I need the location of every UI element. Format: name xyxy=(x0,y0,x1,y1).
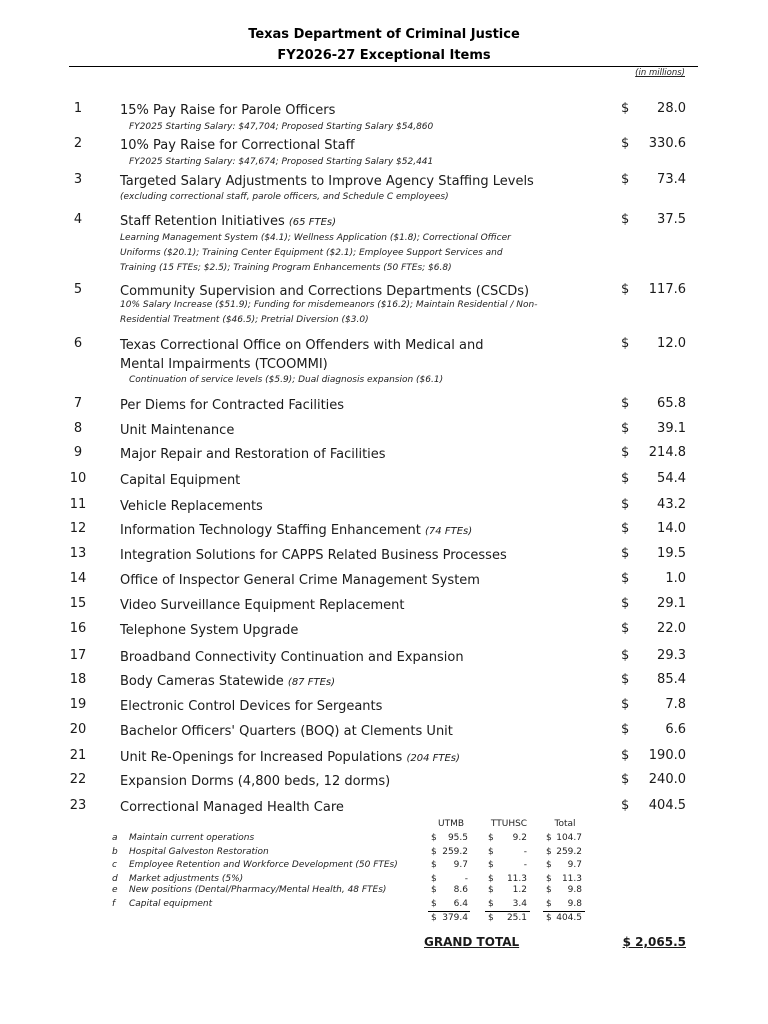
breakdown-value-total: 104.7 xyxy=(556,833,582,843)
item-number: 21 xyxy=(69,748,87,763)
breakdown-value-ttuhsc: 1.2 xyxy=(512,885,527,895)
item-detail: FY2025 Starting Salary: $47,674; Proposed Starting Salary $52,441 xyxy=(129,157,434,167)
breakdown-value-utmb: 95.5 xyxy=(447,833,468,843)
breakdown-description: New positions (Dental/Pharmacy/Mental Health, 48 FTEs) xyxy=(129,885,387,895)
item-currency: $ xyxy=(621,172,630,187)
item-number: 9 xyxy=(73,445,83,460)
breakdown-letter: a xyxy=(112,833,118,843)
item-amount: 214.8 xyxy=(648,445,686,460)
item-label-text: Bachelor Officers' Quarters (BOQ) at Clements Unit xyxy=(120,724,453,739)
breakdown-value-utmb: 259.2 xyxy=(442,847,468,857)
item-currency: $ xyxy=(621,546,630,561)
item-label-text: Office of Inspector General Crime Management System xyxy=(120,573,480,588)
item-label-text: Expansion Dorms (4,800 beds, 12 dorms) xyxy=(120,774,391,789)
item-detail: FY2025 Starting Salary: $47,704; Proposed Starting Salary $54,860 xyxy=(129,122,434,132)
breakdown-currency: $ xyxy=(488,899,494,909)
item-amount: 85.4 xyxy=(657,672,686,687)
breakdown-letter: d xyxy=(112,874,118,884)
breakdown-currency: $ xyxy=(488,833,494,843)
item-label xyxy=(120,336,530,374)
item-currency: $ xyxy=(621,336,630,351)
item-number: 16 xyxy=(69,621,87,636)
item-fte-note: (87 FTEs) xyxy=(287,677,336,688)
item-number: 22 xyxy=(69,772,87,787)
breakdown-currency: $ xyxy=(546,913,552,923)
breakdown-letter: b xyxy=(112,847,118,857)
breakdown-description: Employee Retention and Workforce Development (50 FTEs) xyxy=(129,860,398,870)
item-label xyxy=(120,445,540,464)
breakdown-value-utmb: - xyxy=(464,874,468,884)
item-currency: $ xyxy=(621,621,630,636)
breakdown-total-rule xyxy=(428,911,470,912)
item-number: 1 xyxy=(73,101,83,116)
breakdown-letter: f xyxy=(112,899,116,909)
breakdown-currency: $ xyxy=(431,913,437,923)
item-currency: $ xyxy=(621,471,630,486)
document-subtitle: FY2026-27 Exceptional Items xyxy=(277,48,491,63)
item-label-text: Community Supervision and Corrections Departments (CSCDs) xyxy=(120,284,530,299)
breakdown-currency: $ xyxy=(546,874,552,884)
breakdown-value-utmb: 6.4 xyxy=(453,899,468,909)
item-currency: $ xyxy=(621,596,630,611)
breakdown-currency: $ xyxy=(431,885,437,895)
item-label-text: 15% Pay Raise for Parole Officers xyxy=(120,103,336,118)
item-amount: 39.1 xyxy=(657,421,686,436)
item-detail: Continuation of service levels ($5.9); Dual diagnosis expansion ($6.1) xyxy=(129,375,444,385)
breakdown-value-utmb: 9.7 xyxy=(453,860,468,870)
item-label xyxy=(120,697,540,716)
item-number: 14 xyxy=(69,571,87,586)
breakdown-row xyxy=(0,885,768,899)
breakdown-value-ttuhsc: 11.3 xyxy=(506,874,527,884)
breakdown-value-ttuhsc: 3.4 xyxy=(512,899,527,909)
document-title: Texas Department of Criminal Justice xyxy=(248,27,520,42)
item-label xyxy=(120,648,540,667)
item-label-text: Capital Equipment xyxy=(120,473,241,488)
item-amount: 240.0 xyxy=(648,772,686,787)
item-amount: 7.8 xyxy=(665,697,686,712)
item-currency: $ xyxy=(621,697,630,712)
item-currency: $ xyxy=(621,722,630,737)
breakdown-row xyxy=(0,833,768,847)
item-number: 20 xyxy=(69,722,87,737)
item-currency: $ xyxy=(621,521,630,536)
item-label-text: Targeted Salary Adjustments to Improve Agency Staffing Levels xyxy=(120,174,534,189)
breakdown-value-ttuhsc: 25.1 xyxy=(506,913,527,923)
item-number: 5 xyxy=(73,282,83,297)
item-amount: 65.8 xyxy=(657,396,686,411)
item-amount: 37.5 xyxy=(657,212,686,227)
header-divider xyxy=(69,66,698,67)
item-label-text: Information Technology Staffing Enhancement xyxy=(120,523,421,538)
item-amount: 22.0 xyxy=(657,621,686,636)
item-label xyxy=(120,396,540,415)
item-label xyxy=(120,212,540,232)
breakdown-column-header: UTMB xyxy=(437,819,465,829)
item-label xyxy=(120,772,540,791)
item-label xyxy=(120,172,540,191)
breakdown-currency: $ xyxy=(431,833,437,843)
grand-total-label: GRAND TOTAL xyxy=(424,935,520,949)
breakdown-value-total: 259.2 xyxy=(556,847,582,857)
item-label-text: Unit Maintenance xyxy=(120,423,235,438)
item-currency: $ xyxy=(621,101,630,116)
item-label-text: Staff Retention Initiatives xyxy=(120,214,285,229)
item-label xyxy=(120,497,540,516)
item-label xyxy=(120,136,540,155)
item-label xyxy=(120,471,540,490)
item-amount: 6.6 xyxy=(665,722,686,737)
breakdown-row xyxy=(0,860,768,874)
units-note: (in millions) xyxy=(635,68,685,78)
breakdown-currency: $ xyxy=(546,860,552,870)
item-label-text: Integration Solutions for CAPPS Related Business Processes xyxy=(120,548,507,563)
item-label-text: Electronic Control Devices for Sergeants xyxy=(120,699,383,714)
item-label xyxy=(120,521,540,541)
item-label xyxy=(120,571,540,590)
item-amount: 28.0 xyxy=(657,101,686,116)
breakdown-currency: $ xyxy=(488,847,494,857)
breakdown-currency: $ xyxy=(431,847,437,857)
item-label xyxy=(120,621,540,640)
item-number: 8 xyxy=(73,421,83,436)
item-number: 4 xyxy=(73,212,83,227)
item-label-text: Correctional Managed Health Care xyxy=(120,800,344,815)
breakdown-description: Maintain current operations xyxy=(129,833,255,843)
item-label-text: Per Diems for Contracted Facilities xyxy=(120,398,345,413)
breakdown-description: Hospital Galveston Restoration xyxy=(129,847,269,857)
item-number: 17 xyxy=(69,648,87,663)
item-amount: 404.5 xyxy=(648,798,686,813)
item-currency: $ xyxy=(621,571,630,586)
item-label xyxy=(120,798,540,817)
item-number: 12 xyxy=(69,521,87,536)
breakdown-value-total: 9.8 xyxy=(567,885,582,895)
breakdown-currency: $ xyxy=(488,913,494,923)
item-amount: 54.4 xyxy=(657,471,686,486)
breakdown-total-rule xyxy=(543,911,585,912)
breakdown-currency: $ xyxy=(488,885,494,895)
breakdown-value-total: 9.8 xyxy=(567,899,582,909)
item-currency: $ xyxy=(621,648,630,663)
item-label-text: Unit Re-Openings for Increased Populations xyxy=(120,750,403,765)
breakdown-row xyxy=(0,847,768,861)
item-number: 15 xyxy=(69,596,87,611)
breakdown-value-utmb: 379.4 xyxy=(442,913,468,923)
breakdown-column-header: Total xyxy=(554,819,576,829)
item-number: 19 xyxy=(69,697,87,712)
breakdown-letter: e xyxy=(112,885,118,895)
item-amount: 1.0 xyxy=(665,571,686,586)
item-currency: $ xyxy=(621,421,630,436)
breakdown-value-utmb: 8.6 xyxy=(453,885,468,895)
item-currency: $ xyxy=(621,212,630,227)
item-amount: 330.6 xyxy=(648,136,686,151)
item-label xyxy=(120,101,540,120)
item-currency: $ xyxy=(621,798,630,813)
item-number: 23 xyxy=(69,798,87,813)
breakdown-currency: $ xyxy=(431,899,437,909)
breakdown-value-ttuhsc: - xyxy=(523,860,527,870)
item-label-text: Texas Correctional Office on Offenders with Medical and Mental Impairments (TCOOMMI) xyxy=(120,338,484,372)
breakdown-currency: $ xyxy=(546,833,552,843)
breakdown-letter: c xyxy=(112,860,117,870)
item-label-text: Body Cameras Statewide xyxy=(120,674,284,689)
item-detail: Learning Management System ($4.1); Wellness Application ($1.8); Correctional Officer Uniforms ($20.1); Training Center Equipment ($2.1); Employee Support Services and Training (15 FTEs; $2.5); Training Program Enhancements (50 FTEs; $6.8) xyxy=(120,233,511,273)
item-number: 6 xyxy=(73,336,83,351)
item-currency: $ xyxy=(621,136,630,151)
breakdown-value-ttuhsc: - xyxy=(523,847,527,857)
item-currency: $ xyxy=(621,445,630,460)
item-fte-note: (204 FTEs) xyxy=(406,753,460,764)
item-label xyxy=(120,546,540,565)
breakdown-value-total: 404.5 xyxy=(556,913,582,923)
item-label-text: 10% Pay Raise for Correctional Staff xyxy=(120,138,355,153)
item-number: 18 xyxy=(69,672,87,687)
item-label-text: Broadband Connectivity Continuation and Expansion xyxy=(120,650,464,665)
item-number: 11 xyxy=(69,497,87,512)
item-label-text: Vehicle Replacements xyxy=(120,499,263,514)
item-amount: 190.0 xyxy=(648,748,686,763)
item-label-text: Telephone System Upgrade xyxy=(120,623,299,638)
item-amount: 117.6 xyxy=(648,282,686,297)
item-label xyxy=(120,748,540,768)
grand-total-amount: $ 2,065.5 xyxy=(622,935,686,949)
item-number: 10 xyxy=(69,471,87,486)
item-currency: $ xyxy=(621,282,630,297)
item-fte-note: (65 FTEs) xyxy=(288,217,337,228)
breakdown-row xyxy=(0,899,768,913)
item-label-text: Major Repair and Restoration of Facilities xyxy=(120,447,386,462)
item-amount: 29.1 xyxy=(657,596,686,611)
item-currency: $ xyxy=(621,396,630,411)
item-amount: 43.2 xyxy=(657,497,686,512)
item-amount: 12.0 xyxy=(657,336,686,351)
item-label xyxy=(120,672,540,692)
item-amount: 29.3 xyxy=(657,648,686,663)
breakdown-currency: $ xyxy=(431,860,437,870)
item-label xyxy=(120,596,540,615)
breakdown-column-header: TTUHSC xyxy=(490,819,528,829)
breakdown-currency: $ xyxy=(546,899,552,909)
item-amount: 19.5 xyxy=(657,546,686,561)
breakdown-currency: $ xyxy=(546,885,552,895)
item-number: 7 xyxy=(73,396,83,411)
breakdown-value-total: 11.3 xyxy=(561,874,582,884)
breakdown-value-ttuhsc: 9.2 xyxy=(512,833,527,843)
item-label xyxy=(120,722,540,741)
item-amount: 73.4 xyxy=(657,172,686,187)
item-fte-note: (74 FTEs) xyxy=(425,526,473,537)
item-number: 3 xyxy=(73,172,83,187)
breakdown-currency: $ xyxy=(546,847,552,857)
item-number: 13 xyxy=(69,546,87,561)
item-detail: (excluding correctional staff, parole officers, and Schedule C employees) xyxy=(120,192,449,202)
item-currency: $ xyxy=(621,748,630,763)
item-label-text: Video Surveillance Equipment Replacement xyxy=(120,598,405,613)
item-amount: 14.0 xyxy=(657,521,686,536)
item-detail: 10% Salary Increase ($51.9); Funding for misdemeanors ($16.2); Maintain Residential / Non-Residential Treatment ($46.5); Pretrial Diversion ($3.0) xyxy=(120,300,538,325)
breakdown-description: Capital equipment xyxy=(129,899,213,909)
item-label xyxy=(120,421,540,440)
breakdown-total-rule xyxy=(485,911,530,912)
breakdown-currency: $ xyxy=(488,874,494,884)
item-number: 2 xyxy=(73,136,83,151)
item-currency: $ xyxy=(621,672,630,687)
breakdown-currency: $ xyxy=(431,874,437,884)
breakdown-description: Market adjustments (5%) xyxy=(129,874,244,884)
breakdown-currency: $ xyxy=(488,860,494,870)
item-currency: $ xyxy=(621,497,630,512)
breakdown-value-total: 9.7 xyxy=(567,860,582,870)
item-currency: $ xyxy=(621,772,630,787)
